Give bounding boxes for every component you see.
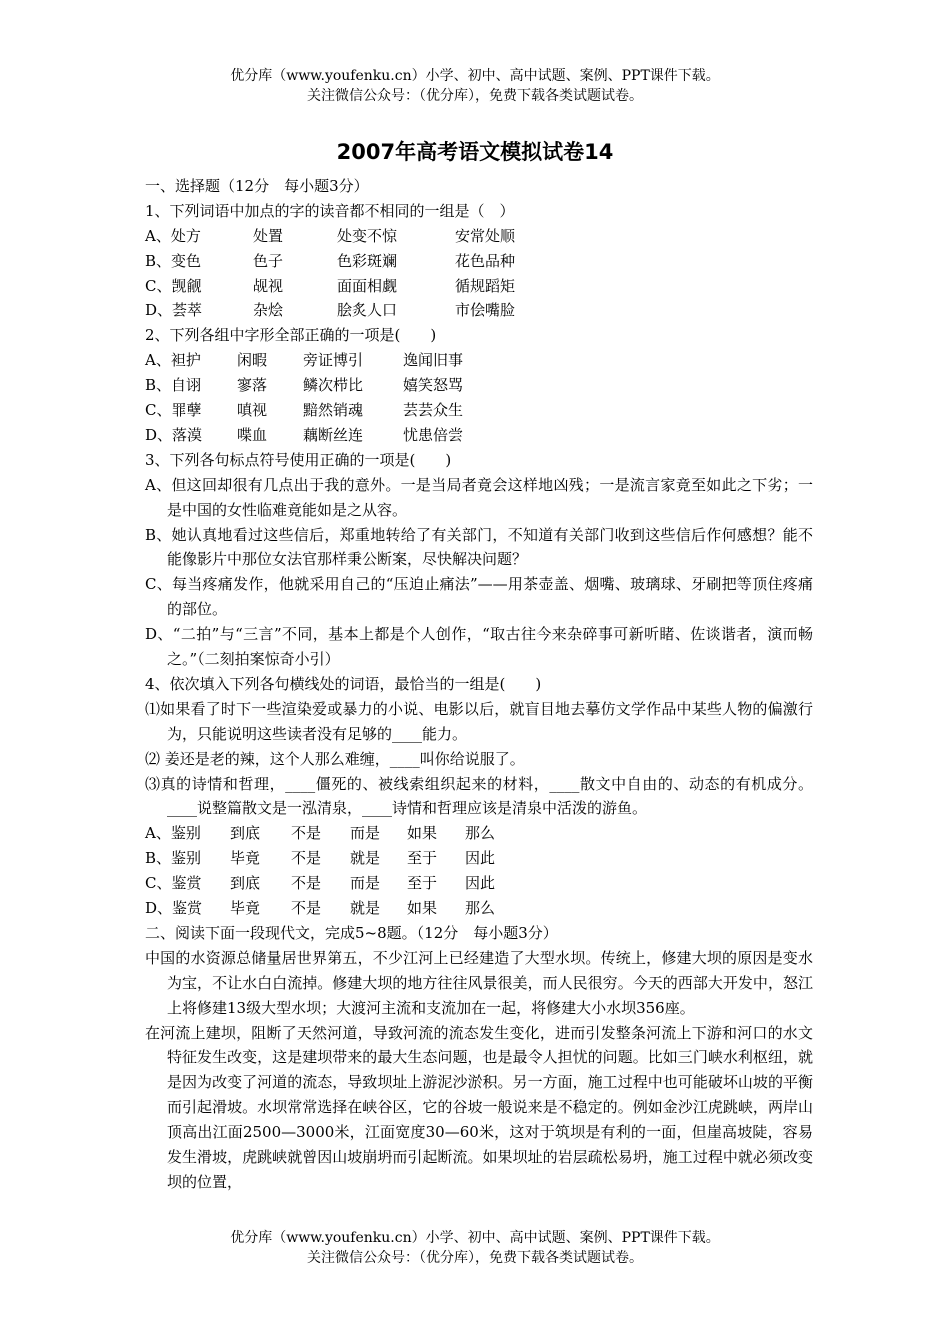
- option-term: 面面相觑: [337, 276, 398, 295]
- option-term: 逸闻旧事: [403, 351, 464, 370]
- question-1-option: [145, 249, 813, 274]
- question-4-stem: 4、依次填入下列各句横线处的词语，最恰当的一组是( ): [145, 674, 542, 693]
- option-term: 喋血: [237, 425, 268, 444]
- option-term: B、变色: [145, 251, 202, 270]
- option-term: 如果: [407, 899, 438, 918]
- option-term: 嗔视: [237, 401, 268, 420]
- option-term: 嬉笑怒骂: [403, 376, 464, 395]
- question-1-stem: 1、下列词语中加点的字的读音都不相同的一组是（ ）: [145, 201, 515, 220]
- question-3-option: C、每当疼痛发作，他就采用自己的“压迫止痛法”——用茶壶盖、烟嘴、玻璃球、牙刷把等顶住疼痛的部位。: [145, 575, 813, 619]
- question-3-option: D、“二拍”与“三言”不同，基本上都是个人创作，“取古往今来杂碎事可新听睹、佐谈谐者，演而畅之。”（二刻拍案惊奇小引）: [145, 625, 813, 669]
- option-term: 不是: [291, 874, 322, 893]
- header-line-1: 优分库（www.youfenku.cn）小学、初中、高中试题、案例、PPT课件下载。: [230, 68, 720, 84]
- option-term: 就是: [350, 899, 381, 918]
- option-term: B、自诩: [145, 376, 202, 395]
- question-4-option: [145, 896, 813, 921]
- option-term: 芸芸众生: [403, 401, 464, 420]
- option-term: 花色品种: [455, 251, 516, 270]
- option-term: 杂烩: [253, 301, 284, 320]
- section-1-heading: 一、选择题（12分 每小题3分）: [145, 177, 369, 195]
- option-term: 就是: [350, 849, 381, 868]
- option-term: C、觊觎: [145, 276, 202, 295]
- question-4-option: [145, 846, 813, 871]
- option-term: 到底: [230, 824, 261, 843]
- option-term: D、荟萃: [145, 301, 203, 320]
- section-2-heading: 二、阅读下面一段现代文，完成5~8题。（12分 每小题3分）: [145, 923, 558, 942]
- document-title: 2007年高考语文模拟试卷14: [336, 140, 614, 164]
- option-term: 至于: [407, 849, 438, 868]
- option-term: 不是: [291, 849, 322, 868]
- question-4-sentence: ⑴如果看了时下一些渲染爱或暴力的小说、电影以后，就盲目地去摹仿文学作品中某些人物的偏激行为，只能说明这些读者没有足够的____能力。: [145, 699, 813, 743]
- option-term: 觇视: [253, 276, 284, 295]
- option-term: 黯然销魂: [303, 401, 364, 420]
- question-1-option: [145, 274, 813, 299]
- option-term: 处变不惊: [337, 226, 398, 245]
- option-term: 不是: [291, 899, 322, 918]
- question-2-option: [145, 423, 813, 448]
- footer-line-2: 关注微信公众号：（优分库），免费下载各类试题试卷。: [307, 1250, 643, 1266]
- option-term: 色彩斑斓: [337, 251, 398, 270]
- option-term: 因此: [465, 849, 496, 868]
- page-footer: [0, 1228, 950, 1268]
- question-3-option: A、但这回却很有几点出于我的意外。一是当局者竟会这样地凶残；一是流言家竟至如此之下劣；一是中国的女性临难竟能如是之从容。: [145, 475, 813, 519]
- question-1-option: [145, 298, 813, 323]
- option-term: 色子: [253, 251, 284, 270]
- option-term: 循规蹈矩: [455, 276, 516, 295]
- option-term: 不是: [291, 824, 322, 843]
- option-term: 安常处顺: [455, 226, 516, 245]
- option-term: C、鉴赏: [145, 874, 202, 893]
- footer-line-1: 优分库（www.youfenku.cn）小学、初中、高中试题、案例、PPT课件下载。: [230, 1230, 720, 1246]
- question-2-stem: 2、下列各组中字形全部正确的一项是( ): [145, 326, 437, 345]
- reading-paragraph: 中国的水资源总储量居世界第五，不少江河上已经建造了大型水坝。传统上，修建大坝的原因是变水为宝，不让水白白流掉。修建大坝的地方往往风景很美，而人民很穷。今天的西部大开发中，怒江上将修建13级大型水坝；大渡河主流和支流加在一起，将修建大小水坝356座。: [145, 948, 813, 1017]
- question-1-option: [145, 224, 813, 249]
- option-term: B、鉴别: [145, 849, 202, 868]
- option-term: 到底: [230, 874, 261, 893]
- option-term: 脍炙人口: [337, 301, 398, 320]
- question-2-option: [145, 398, 813, 423]
- option-term: 因此: [465, 874, 496, 893]
- option-term: 寥落: [237, 376, 268, 395]
- option-term: C、罪孽: [145, 401, 202, 420]
- question-3-option: B、她认真地看过这些信后，郑重地转给了有关部门，不知道有关部门收到这些信后作何感想？能不能像影片中那位女法官那样秉公断案，尽快解决问题？: [145, 525, 813, 569]
- option-term: 至于: [407, 874, 438, 893]
- question-4-option: [145, 871, 813, 896]
- option-term: 旁证博引: [303, 351, 364, 370]
- question-4-option: [145, 821, 813, 846]
- question-2-option: [145, 373, 813, 398]
- option-term: 藕断丝连: [303, 425, 364, 444]
- option-term: 而是: [350, 824, 381, 843]
- option-term: 鳞次栉比: [303, 376, 364, 395]
- option-term: 忧患倍尝: [403, 425, 464, 444]
- option-term: A、袒护: [145, 351, 201, 370]
- option-term: 市侩嘴脸: [455, 301, 516, 320]
- option-term: 闲暇: [237, 351, 268, 370]
- option-term: A、鉴别: [145, 824, 201, 843]
- option-term: 处置: [253, 226, 284, 245]
- header-line-2: 关注微信公众号：（优分库），免费下载各类试题试卷。: [307, 88, 643, 104]
- option-term: 如果: [407, 824, 438, 843]
- question-2-option: [145, 348, 813, 373]
- reading-paragraph: 在河流上建坝，阻断了天然河道，导致河流的流态发生变化，进而引发整条河流上下游和河口的水文特征发生改变，这是建坝带来的最大生态问题，也是最令人担忧的问题。比如三门峡水利枢纽，就是因为改变了河道的流态，导致坝址上游泥沙淤积。另一方面，施工过程中也可能破坏山坡的平衡而引起滑坡。水坝常常选择在峡谷区，它的谷坡一般说来是不稳定的。例如金沙江虎跳峡，两岸山顶高出江面2500—3000米，江面宽度30—60米，这对于筑坝是有利的一面，但崖高坡陡，容易发生滑坡，虎跳峡就曾因山坡崩坍而引起断流。如果坝址的岩层疏松易坍，施工过程中就必须改变坝的位置，: [145, 1023, 813, 1191]
- option-term: D、落漠: [145, 425, 203, 444]
- question-4-sentence: ⑶真的诗情和哲理，____僵死的、被线索组织起来的材料，____散文中自由的、动态的有机成分。____说整篇散文是一泓清泉，____诗情和哲理应该是清泉中活泼的游鱼。: [145, 774, 813, 818]
- option-term: D、鉴赏: [145, 899, 203, 918]
- document-body: [145, 174, 813, 1195]
- question-4-sentence: ⑵ 姜还是老的辣，这个人那么难缠，____叫你给说服了。: [145, 749, 525, 768]
- option-term: 毕竟: [230, 849, 261, 868]
- option-term: 那么: [465, 824, 496, 843]
- option-term: 毕竟: [230, 899, 261, 918]
- option-term: A、处方: [145, 226, 201, 245]
- question-3-stem: 3、下列各句标点符号使用正确的一项是( ): [145, 450, 452, 469]
- page-header: [0, 66, 950, 106]
- option-term: 那么: [465, 899, 496, 918]
- option-term: 而是: [350, 874, 381, 893]
